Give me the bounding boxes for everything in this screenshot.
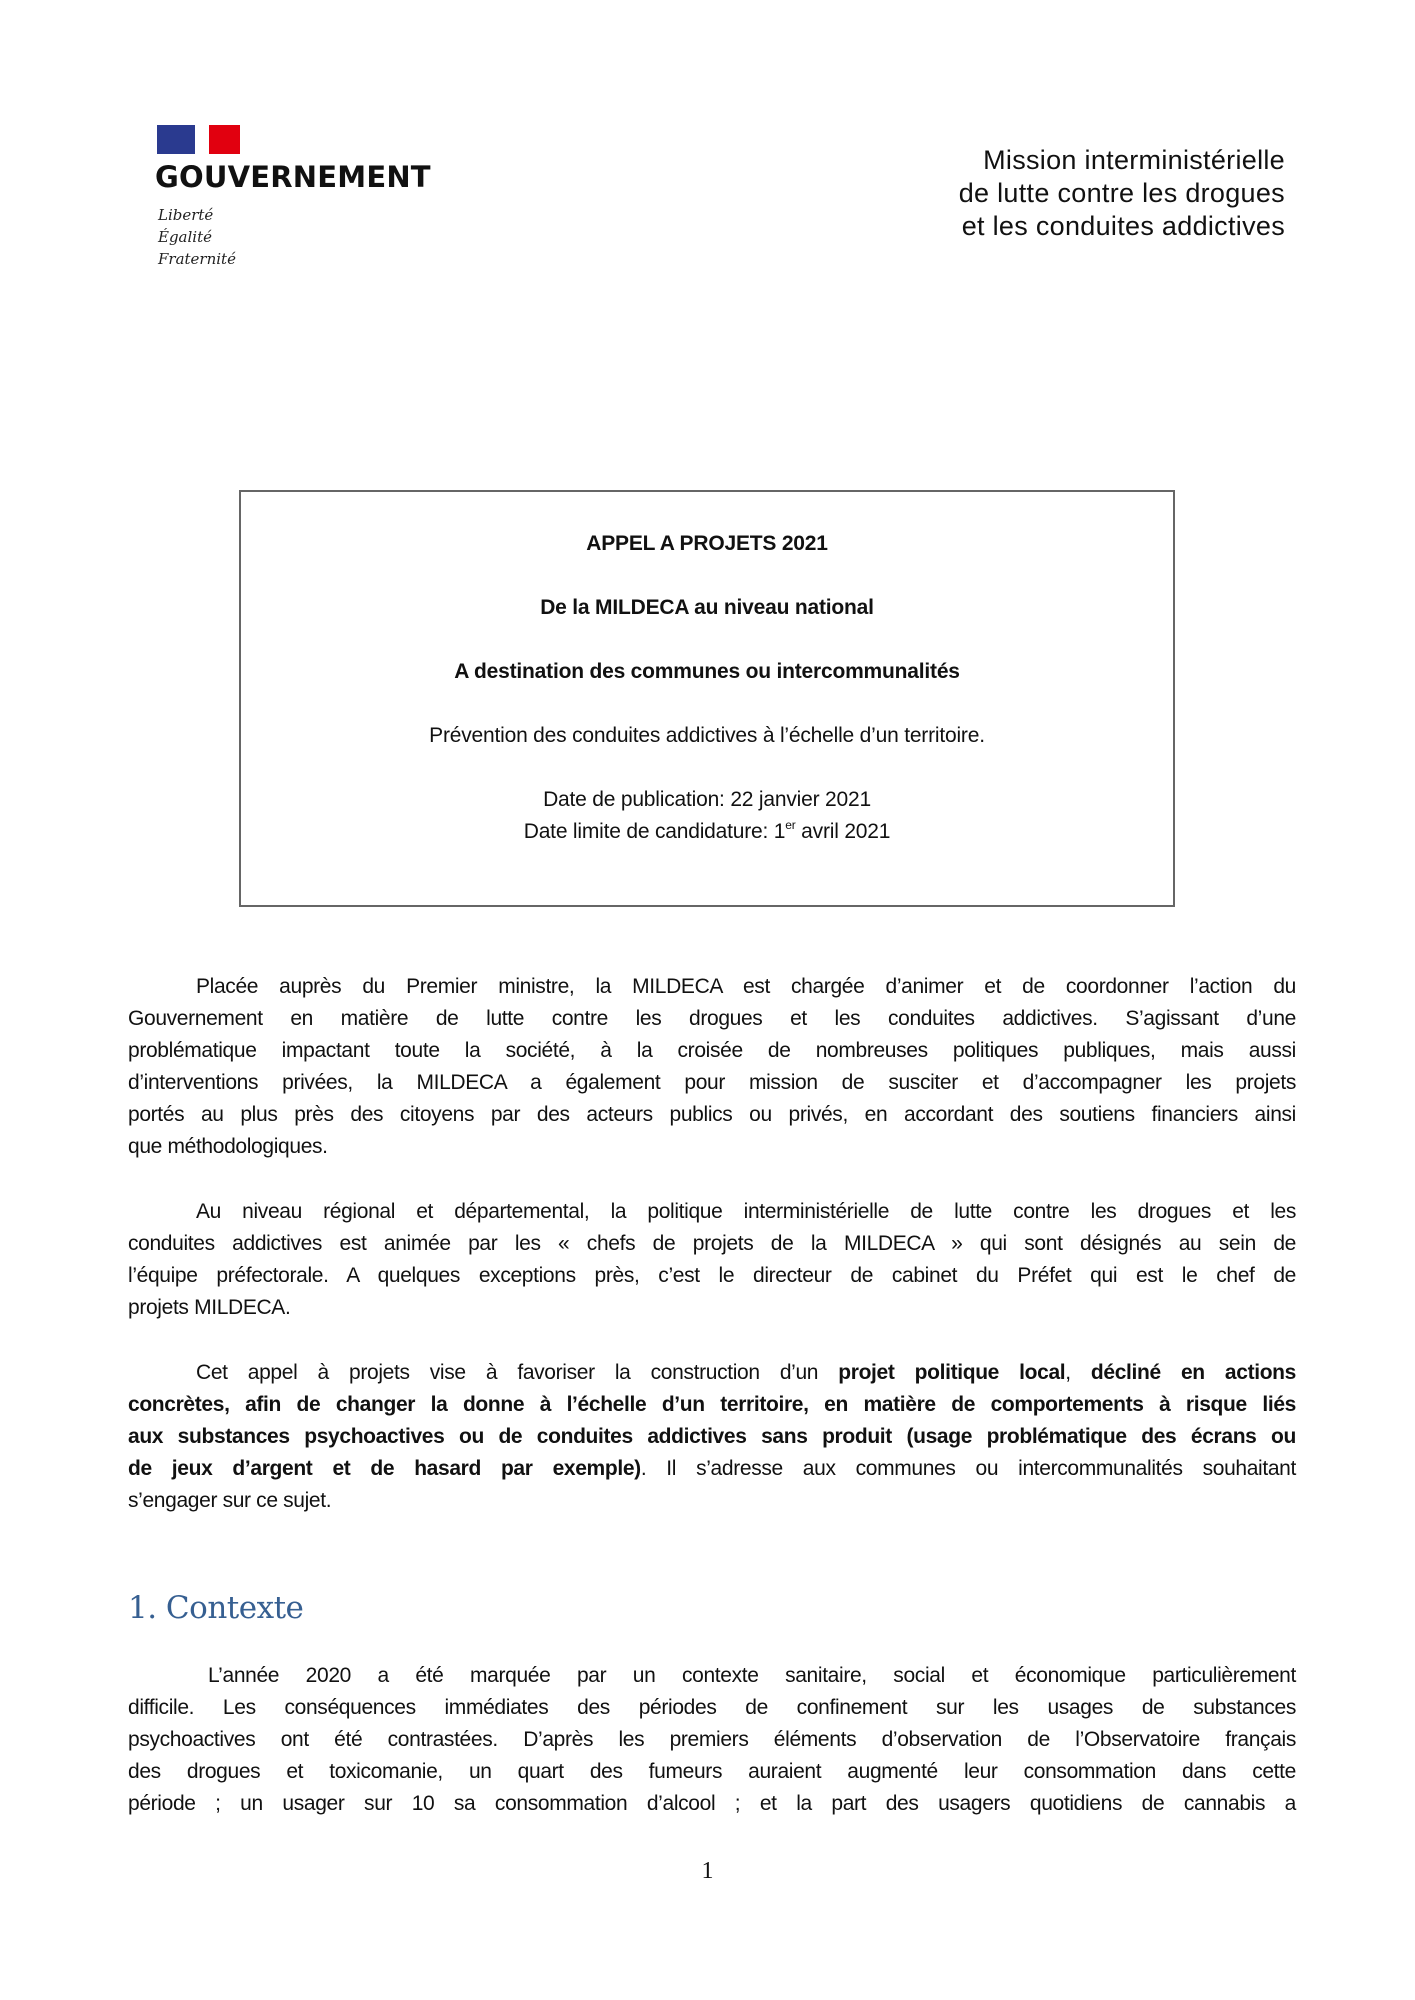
deadline-prefix: Date limite de candidature: 1 bbox=[523, 820, 786, 843]
title-box bbox=[239, 490, 1175, 907]
text-line: psychoactives ont été contrastées. D’après les premiers éléments d’observation de l’Observatoire français bbox=[128, 1728, 1296, 1751]
text-line: portés au plus près des citoyens par des acteurs publics ou privés, en accordant des soutiens financiers ainsi bbox=[128, 1103, 1296, 1126]
text-line: Au niveau régional et départemental, la politique interministérielle de lutte contre les drogues et les bbox=[196, 1200, 1296, 1223]
paragraph-context bbox=[128, 1660, 1296, 1820]
section-heading-contexte: 1. Contexte bbox=[128, 1590, 304, 1626]
logo-wordmark: GOUVERNEMENT bbox=[155, 160, 431, 194]
text-line bbox=[128, 1453, 1296, 1485]
text-line: projets MILDECA. bbox=[128, 1296, 291, 1319]
text-line: d’interventions privées, la MILDECA a également pour mission de susciter et d’accompagner les projets bbox=[128, 1071, 1296, 1094]
bold-span: projet politique local bbox=[838, 1361, 1066, 1384]
mission-title bbox=[959, 144, 1285, 243]
motto-fraternite: Fraternité bbox=[158, 250, 236, 268]
paragraph-regional bbox=[128, 1196, 1296, 1324]
text-line: L’année 2020 a été marquée par un contexte sanitaire, social et économique particulièrement bbox=[208, 1664, 1296, 1687]
bold-span: de jeux d’argent et de hasard par exemple) bbox=[128, 1457, 641, 1480]
text-line: aux substances psychoactives ou de conduites addictives sans produit (usage problématique des écrans ou bbox=[128, 1425, 1296, 1448]
text-span: Cet appel à projets vise à favoriser la construction d’un bbox=[196, 1361, 839, 1384]
text-line: des drogues et toxicomanie, un quart des fumeurs auraient augmenté leur consommation dans cette bbox=[128, 1760, 1296, 1783]
motto-liberte: Liberté bbox=[158, 206, 214, 224]
text-line: s’engager sur ce sujet. bbox=[128, 1489, 332, 1512]
text-line: difficile. Les conséquences immédiates des périodes de confinement sur les usages de substances bbox=[128, 1696, 1296, 1719]
bold-span: décliné en actions bbox=[1090, 1361, 1296, 1384]
paragraph-intro bbox=[128, 971, 1296, 1163]
mission-line: de lutte contre les drogues bbox=[958, 178, 1285, 208]
mission-line: Mission interministérielle bbox=[983, 145, 1285, 175]
text-line: Gouvernement en matière de lutte contre les drogues et les conduites addictives. S’agissant d’une bbox=[128, 1007, 1296, 1030]
text-span: , bbox=[1065, 1361, 1091, 1384]
text-line: concrètes, afin de changer la donne à l’échelle d’un territoire, en matière de comportements à risque liés bbox=[128, 1393, 1296, 1416]
logo-motto bbox=[158, 204, 236, 270]
text-line: que méthodologiques. bbox=[128, 1135, 328, 1158]
deadline-date bbox=[241, 820, 1173, 844]
paragraph-objective bbox=[128, 1357, 1296, 1517]
call-audience: A destination des communes ou intercommunalités bbox=[454, 660, 960, 683]
deadline-suffix: avril 2021 bbox=[795, 820, 891, 843]
call-subtitle: De la MILDECA au niveau national bbox=[540, 596, 874, 619]
text-line: période ; un usager sur 10 sa consommation d’alcool ; et la part des usagers quotidiens de cannabis a bbox=[128, 1792, 1296, 1815]
call-title: APPEL A PROJETS 2021 bbox=[586, 532, 828, 555]
marianne-flag-icon bbox=[157, 125, 240, 154]
text-line bbox=[128, 1357, 1296, 1389]
deadline-superscript: er bbox=[785, 818, 796, 832]
text-span: . Il s’adresse aux communes ou intercommunalités souhaitant bbox=[640, 1457, 1296, 1480]
motto-egalite: Égalité bbox=[158, 228, 212, 246]
publication-date: Date de publication: 22 janvier 2021 bbox=[543, 788, 871, 811]
text-line: Placée auprès du Premier ministre, la MILDECA est chargée d’animer et de coordonner l’action du bbox=[196, 975, 1296, 998]
page-number: 1 bbox=[701, 1858, 714, 1884]
call-topic: Prévention des conduites addictives à l’échelle d’un territoire. bbox=[429, 724, 985, 747]
text-line: conduites addictives est animée par les « chefs de projets de la MILDECA » qui sont désignés au sein de bbox=[128, 1232, 1296, 1255]
text-line: l’équipe préfectorale. A quelques exceptions près, c’est le directeur de cabinet du Préfet qui est le chef de bbox=[128, 1264, 1296, 1287]
mission-line: et les conduites addictives bbox=[961, 211, 1285, 241]
text-line: problématique impactant toute la société, à la croisée de nombreuses politiques publiques, mais aussi bbox=[128, 1039, 1296, 1062]
